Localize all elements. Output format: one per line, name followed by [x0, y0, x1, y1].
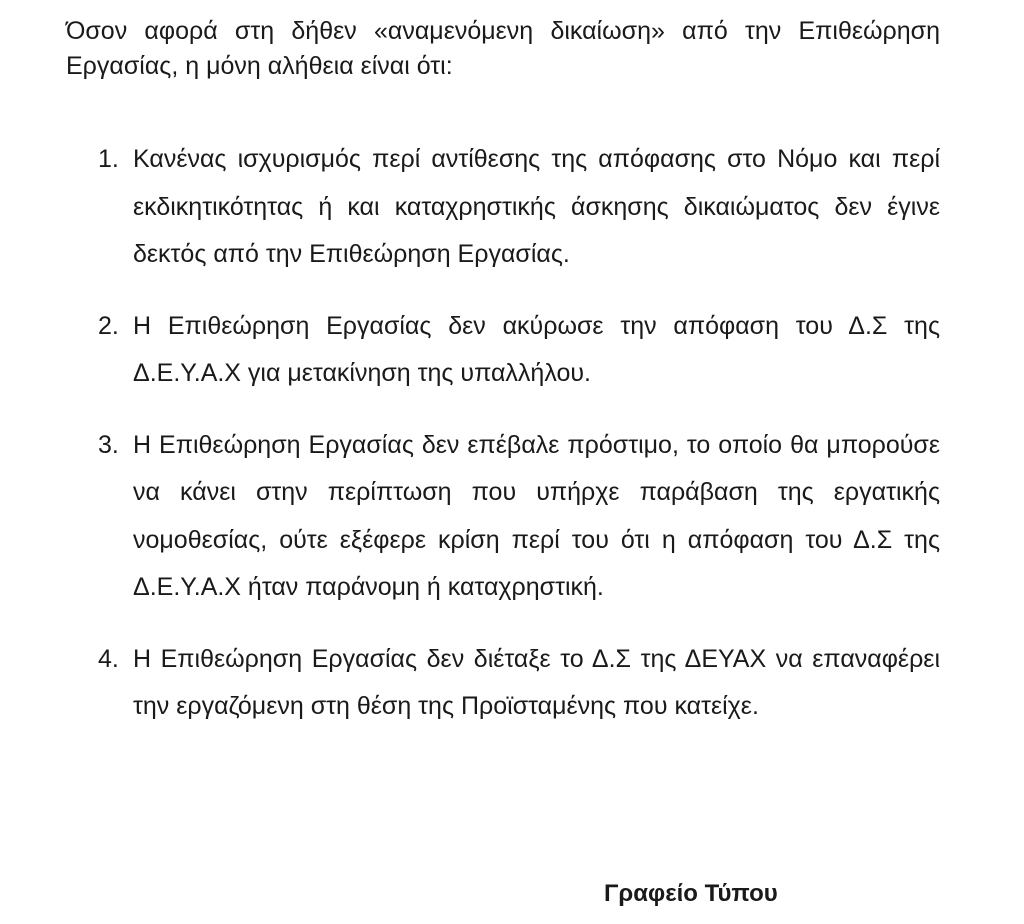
list-item-text: Η Επιθεώρηση Εργασίας δεν διέταξε το Δ.Σ της ΔΕΥΑΧ να επαναφέρει την εργαζόμενη στη θέση της Προϊσταμένης που κατείχε.	[133, 644, 940, 720]
intro-paragraph: Όσον αφορά στη δήθεν «αναμενόμενη δικαίωση» από την Επιθεώρηση Εργασίας, η μόνη αλήθεια είναι ότι:	[66, 17, 940, 80]
list-item-number: 3.	[98, 430, 119, 459]
list-item-text: Η Επιθεώρηση Εργασίας δεν ακύρωσε την απόφαση του Δ.Σ της Δ.Ε.Υ.Α.Χ για μετακίνηση της υπαλλήλου.	[133, 311, 940, 387]
list-item-text: Η Επιθεώρηση Εργασίας δεν επέβαλε πρόστιμο, το οποίο θα μπορούσε να κάνει στην περίπτωση που υπήρχε παράβαση της εργατικής νομοθεσίας, ούτε εξέφερε κρίση περί του ότι η απόφαση του Δ.Σ της Δ.Ε.Υ.Α.Χ ήταν παράνομη ή καταχρηστική.	[133, 430, 940, 601]
list-item-number: 4.	[98, 644, 119, 673]
numbered-list	[66, 136, 940, 755]
list-item-number: 2.	[98, 311, 119, 340]
list-item	[66, 136, 940, 279]
list-item	[66, 422, 940, 612]
list-item	[66, 303, 940, 398]
list-item	[66, 636, 940, 731]
signature: Γραφείο Τύπου	[604, 880, 778, 907]
list-item-text: Κανένας ισχυρισμός περί αντίθεσης της απόφασης στο Νόμο και περί εκδικητικότητας ή και καταχρηστικής άσκησης δικαιώματος δεν έγινε δεκτός από την Επιθεώρηση Εργασίας.	[133, 145, 940, 268]
list-item-number: 1.	[98, 145, 119, 173]
